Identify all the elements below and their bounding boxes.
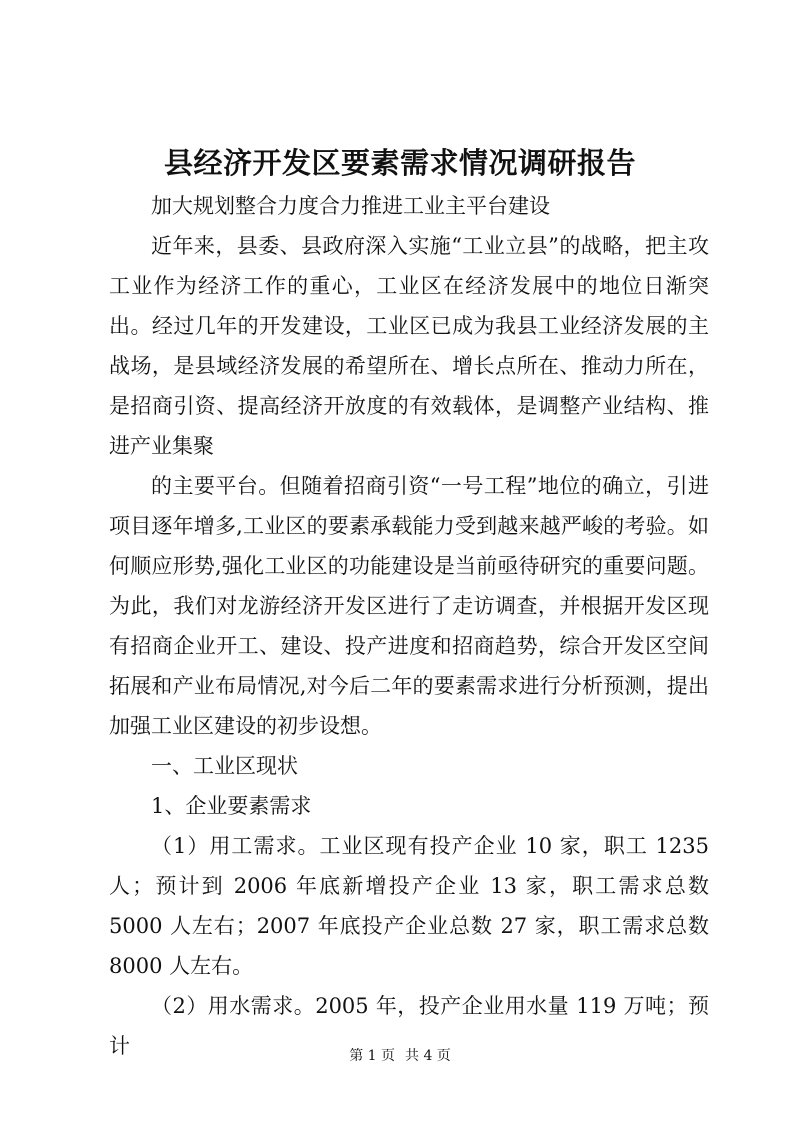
body-paragraph: （1）用工需求。工业区现有投产企业 10 家，职工 1235 人；预计到 2006 年底新增投产企业 13 家，职工需求总数 5000 人左右；2007 年底投产企业总数 27 家，职工需求总数 8000 人左右。 <box>109 834 709 978</box>
section-heading: 一、工业区现状 <box>151 754 298 778</box>
page-footer <box>0 1046 800 1066</box>
body-paragraph: 的主要平台。但随着招商引资“一号工程”地位的确立，引进项目逐年增多,工业区的要素承载能力受到越来越严峻的考验。如何顺应形势,强化工业区的功能建设是当前亟待研究的重要问题。为此，我们对龙游经济开发区进行了走访调查，并根据开发区现有招商企业开工、建设、投产进度和招商趋势，综合开发区空间拓展和产业布局情况,对今后二年的要素需求进行分析预测，提出加强工业区建设的初步设想。 <box>109 474 709 738</box>
document-body <box>109 186 709 1066</box>
page-number: 第 1 页 <box>349 1048 395 1064</box>
body-paragraph: （2）用水需求。2005 年，投产企业用水量 119 万吨；预计 <box>109 994 709 1058</box>
body-paragraph: 近年来，县委、县政府深入实施“工业立县”的战略，把主攻工业作为经济工作的重心，工业区在经济发展中的地位日渐突出。经过几年的开发建设，工业区已成为我县工业经济发展的主战场，是县域经济发展的希望所在、增长点所在、推动力所在，是招商引资、提高经济开放度的有效载体，是调整产业结构、推进产业集聚 <box>109 234 709 458</box>
subsection-heading: 1、企业要素需求 <box>151 794 312 818</box>
document-title: 县经济开发区要素需求情况调研报告 <box>163 146 636 180</box>
subtitle-paragraph: 加大规划整合力度合力推进工业主平台建设 <box>151 194 550 218</box>
total-pages: 共 4 页 <box>405 1048 451 1064</box>
